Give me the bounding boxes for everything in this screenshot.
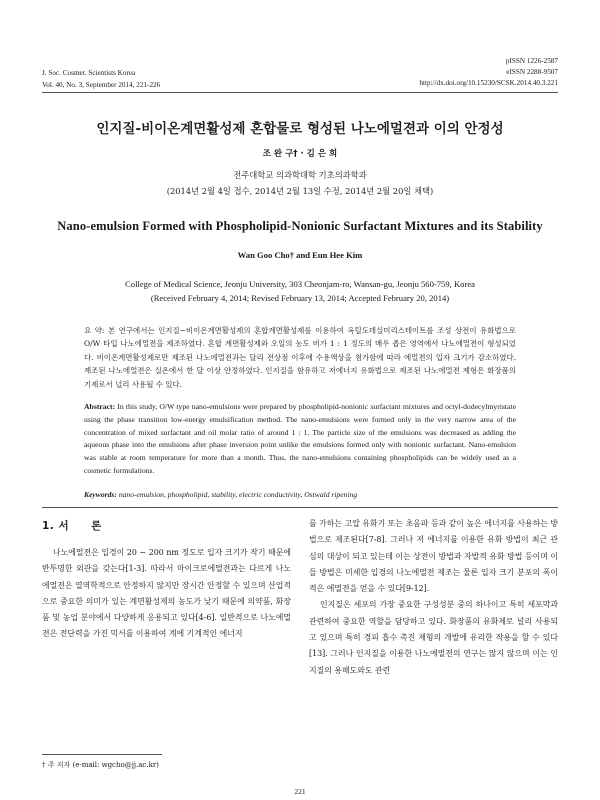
english-title: Nano-emulsion Formed with Phospholipid-Nonionic Surfactant Mixtures and its Stability xyxy=(57,219,543,233)
abstract-rule xyxy=(42,507,558,508)
header-rule xyxy=(42,92,558,93)
page-number: 221 xyxy=(294,787,306,796)
english-dates: (Received February 4, 2014; Revised February 13, 2014; Accepted February 20, 2014) xyxy=(150,292,450,303)
journal-name: J. Soc. Cosmet. Scientists Korea xyxy=(42,69,136,77)
english-affiliation: College of Medical Science, Jeonju University, 303 Cheonjam-ro, Wansan-gu, Jeonju 560-759, Korea xyxy=(125,279,475,289)
body-column-left xyxy=(42,545,291,643)
korean-abstract-text: 본 연구에서는 인지질−비이온계면활성제의 혼합계면활성제를 이용하여 옥틸도데실미리스테이트를 조성 상전이 유화법으로 O/W 타입 나노에멀젼을 제조하였다. 혼합 계면활성제와 오일의 농도 비가 1 : 1 정도의 매우 좁은 영역에서 나노에멀젼이 형성되었다. 비이온계면활성제로만 제조된 나노에멀젼과는 달리 전상점 이후에 수용액상을 첨가함에 따라 에멀젼의 입자 크기가 감소하였다. 제조된 나노에멀젼은 실온에서 한 달 이상 안정하였다. 인지질을 함유하고 저에너지 유화법으로 제조된 나노에멀젼 제형은 화장품의 기제로서 널리 사용될 수 있다. xyxy=(84,326,516,389)
body-column-right xyxy=(309,516,558,679)
korean-abstract xyxy=(84,324,516,391)
footnote: † 주 저자 (e-mail: wgcho@jj.ac.kr) xyxy=(42,761,159,769)
english-abstract-text: In this study, O/W type nano-emulsions were prepared by phospholipid-nonionic surfactant mixtures and octyl-dodecylmyristate using the phase transition low-energy emulsification method. The nano-emulsions were formed only in the very narrow area of the concentration of mixed surfactant and oil molar ratio of around 1 : 1. The particle size of the emulsions was decreased as adding the aqueous phase into the emulsions after phase inversion point unlike the emulsions formed only with nonionic surfactant. Nano-emulsion was stable at room temperature for more than a month. Thus, the nano-emulsions containing phospholipids can be widely used as a cosmetic formulations. xyxy=(84,402,517,475)
paragraph: 를 가하는 고압 유화기 또는 초음파 등과 같이 높은 에너지를 사용하는 방법으로 제조된다[7-8]. 그러나 저 에너지를 이용한 유화 방법이 최근 관심의 대상이 되고 있는데 이는 상전이 방법과 자발적 유화 방법 등이며 이들 방법은 미세한 입경의 나노에멀젼 제조는 물론 입자 크기 분포의 폭이 적은 에멀젼을 얻을 수 있다[9-12]. xyxy=(309,519,558,594)
doi-link[interactable]: http://dx.doi.org/10.15230/SCSK.2014.40.3.221 xyxy=(419,79,558,87)
journal-volume: Vol. 40, No. 3, September 2014, 221-226 xyxy=(42,81,161,89)
keywords xyxy=(84,490,516,499)
paragraph: 나노에멀젼은 입경이 20 ∼ 200 nm 정도로 입자 크기가 작기 때문에 반투명한 외관을 갖는다[1-3]. 따라서 마이크로에멀젼과는 다르게 나노에멀젼은 열역학적으로 안정하지 않지만 장시간 안정할 수 있으며 산업적으로 중요한 의미가 있는 계면활성제의 농도가 낮기 때문에 의약품, 화장품 및 농업 분야에서 다양하게 응용되고 있다[4-6]. 일반적으로 나노에멀젼은 전단력을 가진 믹서를 이용하여 계에 기계적인 에너지 xyxy=(42,548,291,639)
issn-header xyxy=(419,56,558,89)
english-abstract xyxy=(84,401,516,478)
korean-affiliation-block xyxy=(40,167,560,199)
korean-abstract-label: 요 약: xyxy=(84,326,105,335)
english-abstract-label: Abstract: xyxy=(84,402,116,411)
eissn: eISSN 2288-9507 xyxy=(506,68,558,76)
korean-authors: 조 완 구† · 김 은 희 xyxy=(262,149,338,159)
korean-affiliation: 전주대학교 의과학대학 기초의과학과 xyxy=(233,170,367,180)
pissn: pISSN 1226-2587 xyxy=(505,57,558,65)
english-affiliation-block xyxy=(40,278,560,305)
paragraph: 인지질은 세포의 가장 중요한 구성성분 중의 하나이고 특히 세포막과 관련하여 중요한 역할을 담당하고 있다. 화장품의 유화제로 널리 사용되고 있으며 특히 경피 흡수 촉진 제형의 개발에 유리한 작용을 할 수 있다[13]. 그러나 인지질을 이용한 나노에멀젼의 연구는 많지 않으며 이는 인지질의 용해도와도 관련 xyxy=(309,600,558,675)
korean-dates: (2014년 2월 4일 접수, 2014년 2월 13일 수정, 2014년 2월 20일 채택) xyxy=(166,186,434,196)
section-title: 1. 서 론 xyxy=(42,520,102,532)
keywords-text: nano-emulsion, phospholipid, stability, electric conductivity, Ostwald ripening xyxy=(118,490,358,499)
keywords-label: Keywords: xyxy=(84,490,117,499)
korean-title: 인지질-비이온계면활성제 혼합물로 형성된 나노에멀젼과 이의 안정성 xyxy=(96,121,504,137)
english-authors: Wan Goo Cho† and Eun Hee Kim xyxy=(237,250,363,260)
journal-header xyxy=(42,67,160,91)
footnote-rule xyxy=(42,754,162,755)
